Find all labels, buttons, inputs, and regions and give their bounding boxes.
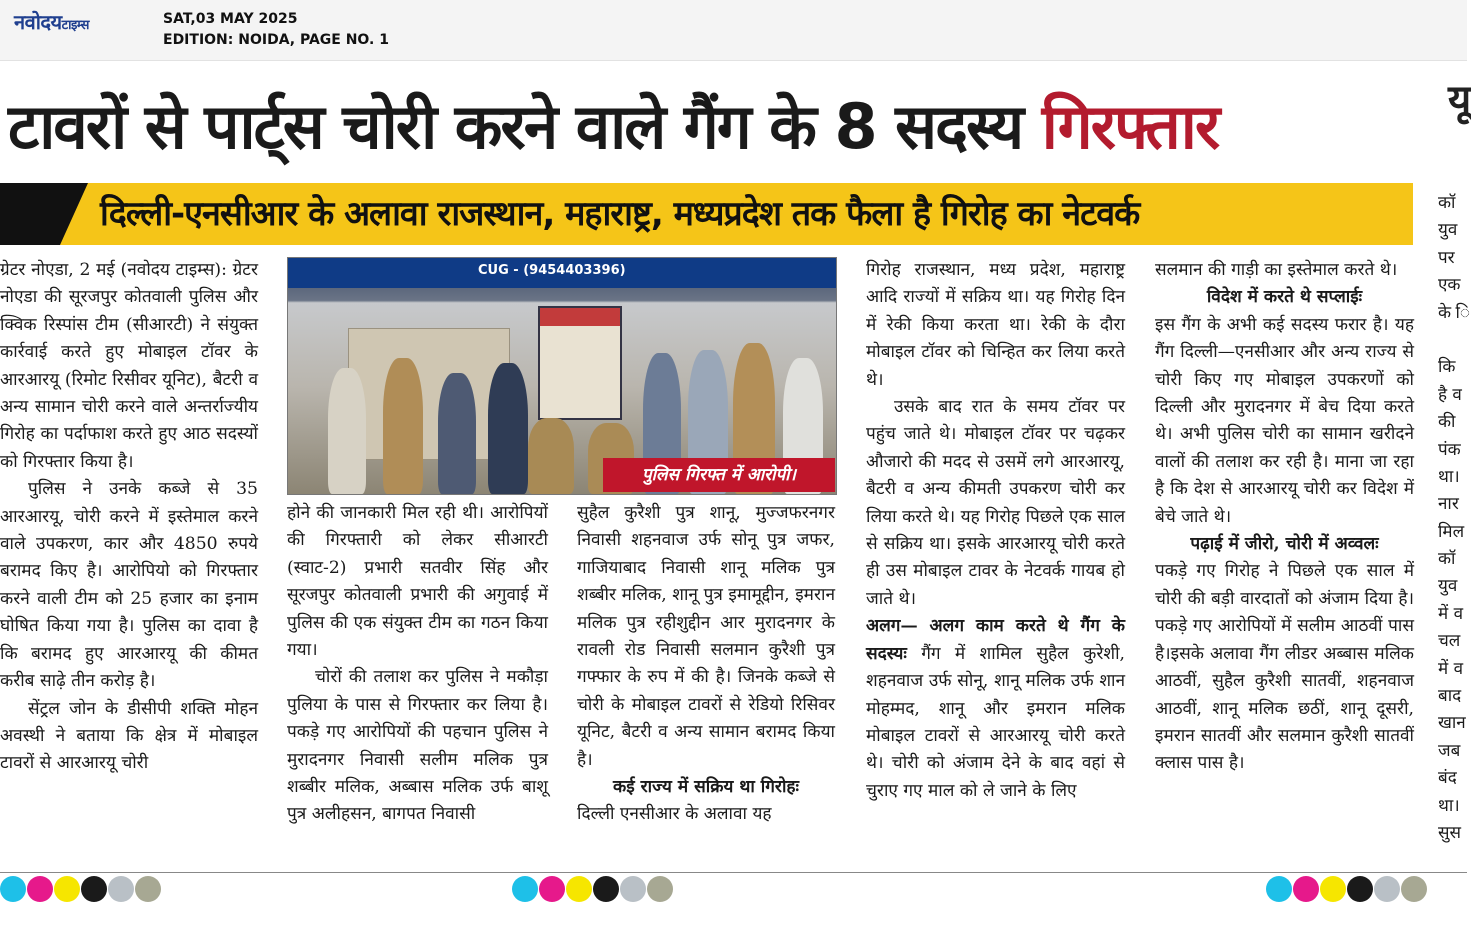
adjacent-line: की (1438, 412, 1456, 433)
adjacent-line: बंद (1438, 768, 1457, 789)
registration-dot (1266, 876, 1292, 902)
adjacent-line: पंक (1438, 439, 1461, 460)
adjacent-line: जब (1438, 740, 1461, 761)
registration-dot (1347, 876, 1373, 902)
registration-dot (593, 876, 619, 902)
article-column-1 (0, 257, 258, 867)
adjacent-line: सुस (1438, 822, 1461, 843)
registration-dot (539, 876, 565, 902)
article-column-2 (287, 500, 548, 860)
adjacent-line: युव (1438, 220, 1458, 241)
paragraph: सलमान की गाड़ी का इस्तेमाल करते थे। (1155, 260, 1398, 280)
article-column-3 (577, 500, 835, 860)
registration-dot (1320, 876, 1346, 902)
registration-dot (620, 876, 646, 902)
article-column-4 (866, 257, 1125, 867)
adjacent-line: नार (1438, 494, 1459, 515)
subheading: विदेश में करते थे सप्लाईः (1206, 287, 1363, 308)
paragraph: पकड़े गए गिरोह ने पिछले एक साल में चोरी की बड़ी वारदातों को अंजाम दिया है। पकड़े गए आरोपियों में सलीम आठवीं पास है।इसके अलावा गैंग लीडर अब्बास मलिक आठवीं, सुहैल कुरैशी सातवीं, शहनवाज आठवीं, शानू मलिक छठीं, शानू दूसरी, इमरान सातवीं और सलमान कुरैशी सातवीं क्लास पास है। (1155, 561, 1414, 774)
photo-background-door (348, 328, 510, 460)
headline-accent: गिरफ्तार (1041, 90, 1219, 163)
paragraph: पुलिस ने उनके कब्जे से 35 आरआरयू, चोरी करने में इस्तेमाल करने वाले उपकरण, कार और 4850 रुपये बरामद किए है। आरोपियो को गिरफ्तार करने वाली टीम को 25 हजार का इनाम घोषित किया गया है। पुलिस का दावा है कि बरामद हुए आरआरयू की कीमत करीब साढ़े तीन करोड़ है। (0, 479, 258, 692)
registration-dot (0, 876, 26, 902)
registration-dot (27, 876, 53, 902)
registration-marks-center (512, 876, 682, 904)
edition-page: EDITION: NOIDA, PAGE NO. 1 (163, 32, 389, 48)
paragraph: गैंग में शामिल सुहैल कुरेशी, शहनवाज उर्फ सोनू, शानू मलिक उर्फ शान मोहम्मद, शानू और इमरान मलिक मोबाइल टावरों से आरआरयू चोरी करते थे। चोरी को अंजाम देने के बाद वहां से चुराए गए माल को ले जाने के लिए (866, 643, 1125, 801)
adjacent-line: कि (1438, 357, 1456, 378)
adjacent-line: कॉ (1438, 549, 1456, 570)
strapline-band (0, 183, 1413, 245)
adjacent-line: चल (1438, 631, 1461, 652)
photo-person (438, 373, 476, 494)
paragraph: होने की जानकारी मिल रही थी। आरोपियों की गिरफ्तारी को लेकर सीआरटी (स्वाट-2) प्रभारी सतवीर सिंह और सूरजपुर कोतवाली प्रभारी की अगुवाई में पुलिस की एक संयुक्त टीम का गठन किया गया। (287, 503, 548, 661)
registration-dot (108, 876, 134, 902)
photo-person (528, 418, 574, 494)
subheading: कई राज्य में सक्रिय था गिरोहः (613, 777, 799, 798)
adjacent-line: एक (1438, 275, 1461, 296)
adjacent-article-column (1438, 190, 1470, 870)
photo-caption: पुलिस गिरफ्त में आरोपी। (603, 458, 835, 492)
adjacent-line (1438, 327, 1467, 354)
registration-dot (647, 876, 673, 902)
subheading: पढ़ाई में जीरो, चोरी में अव्वलः (1190, 534, 1379, 555)
edition-info (163, 9, 389, 51)
adjacent-line: था। (1438, 466, 1460, 487)
registration-dot (566, 876, 592, 902)
paragraph: गिरोह राजस्थान, मध्य प्रदेश, महाराष्ट्र आदि राज्यों में सक्रिय था। यह गिरोह दिन में रेकी किया करता था। रेकी के दौरा मोबाइल टॉवर को चिन्हित कर लिया करते थे। (866, 260, 1125, 390)
photo-sign-text: CUG - (9454403396) (478, 263, 626, 278)
strapline-text: दिल्ली-एनसीआर के अलावा राजस्थान, महाराष्ट्र, मध्यप्रदेश तक फैला है गिरोह का नेटवर्क (100, 194, 1140, 234)
photo-person (383, 358, 423, 494)
adjacent-line: में व (1438, 603, 1464, 624)
paragraph: सेंट्रल जोन के डीसीपी शक्ति मोहन अवस्थी ने बताया कि क्षेत्र में मोबाइल टावरों से आरआरयू चोरी (0, 698, 258, 774)
photo-person (488, 363, 528, 494)
adjacent-line: कॉ (1438, 193, 1456, 213)
registration-dot (1374, 876, 1400, 902)
photo-person (328, 368, 366, 494)
bottom-rule (0, 872, 1467, 873)
newspaper-logo: नवोदयटाइम्स (14, 10, 89, 34)
adjacent-line: युव (1438, 576, 1458, 597)
headline-main: टावरों से पार्ट्स चोरी करने वाले गैंग के 8 सदस्य (8, 90, 1023, 163)
headline (8, 72, 1428, 182)
registration-marks-right (1266, 876, 1436, 904)
registration-dot (135, 876, 161, 902)
adjacent-line: में व (1438, 658, 1464, 679)
adjacent-line: के ि (1438, 302, 1470, 323)
adjacent-line: खान (1438, 713, 1466, 734)
adjacent-headline-fragment: यू (1448, 77, 1471, 123)
registration-dot (1401, 876, 1427, 902)
paragraph: इस गैंग के अभी कई सदस्य फरार है। यह गैंग दिल्ली—एनसीआर और अन्य राज्य से चोरी किए गए मोबाइल उपकरणों को दिल्ली और मुरादनगर में बेच दिया करते थे। अभी पुलिस चोरी का सामान खरीदने वालों की तलाश कर रही है। माना जा रहा है कि देश से आरआरयू चोरी कर विदेश में बेचे जाते थे। (1155, 314, 1414, 527)
adjacent-line: बाद (1438, 686, 1462, 707)
adjacent-line: है व (1438, 384, 1462, 405)
paragraph: सुहैल कुरैशी पुत्र शानू, मुज्जफरनगर निवासी शहनवाज उर्फ सोनू पुत्र जफर, गाजियाबाद निवासी शानू मलिक पुत्र शब्बीर मलिक, शानू पुत्र इमामूद्दीन, इमरान मलिक पुत्र रहीशुद्दीन आर मुरादनगर के रावली रोड निवासी सलमान कुरैशी पुत्र गफ्फार के रुप में की है। जिनके कब्जे से चोरी के मोबाइल टावरों से रेडियो रिसिवर यूनिट, बैटरी व अन्य सामान बरामद किया है। (577, 503, 835, 770)
adjacent-line: पर (1438, 247, 1455, 268)
photo-notice-board (538, 306, 622, 420)
registration-dot (81, 876, 107, 902)
adjacent-line: था। (1438, 795, 1460, 816)
registration-marks-left (0, 876, 170, 904)
paragraph: उसके बाद रात के समय टॉवर पर पहुंच जाते थे। मोबाइल टॉवर पर चढ़कर औजारो की मदद से उसमें लगे आरआरयू, बैटरी व अन्य कीमती उपकरण चोरी कर लिया करते थे। यह गिरोह पिछले एक साल से सक्रिय था। इसके आरआरयू चोरी करते ही उस मोबाइल टावर के नेटवर्क गायब हो जाते थे। (866, 397, 1125, 609)
paragraph: चोरों की तलाश कर पुलिस ने मकौड़ा पुलिया के पास से गिरफ्तार कर लिया है। पकड़े गए आरोपियों की पहचान पुलिस ने मुरादनगर निवासी सलीम मलिक पुत्र शब्बीर मलिक, अब्बास मलिक उर्फ बाशू पुत्र अलीहसन, बागपत निवासी (287, 667, 548, 825)
adjacent-line: मिल (1438, 521, 1465, 542)
registration-dot (512, 876, 538, 902)
registration-dot (54, 876, 80, 902)
registration-dot (1293, 876, 1319, 902)
top-bar (0, 0, 1467, 61)
paragraph: दिल्ली एनसीआर के अलावा यह (577, 804, 772, 825)
paragraph: ग्रेटर नोएडा, 2 मई (नवोदय टाइम्स): ग्रेटर नोएडा की सूरजपुर कोतवाली पुलिस और क्विक रिस्पांस टीम (सीआरटी) ने संयुक्त कार्रवाई करते हुए मोबाइल टॉवर के आरआरयू (रिमोट रिसीवर यूनिट), बैटरी व अन्य सामान चोरी करने वाले अन्तर्राज्यीय गिरोह का पर्दाफाश करते हुए आठ सदस्यों को गिरफ्तार किया है। (0, 260, 258, 472)
issue-date: SAT,03 MAY 2025 (163, 11, 298, 27)
subheading: अलग— अलग काम करते थे गैंग के सदस्यः (866, 616, 1125, 664)
article-column-5 (1155, 257, 1414, 867)
